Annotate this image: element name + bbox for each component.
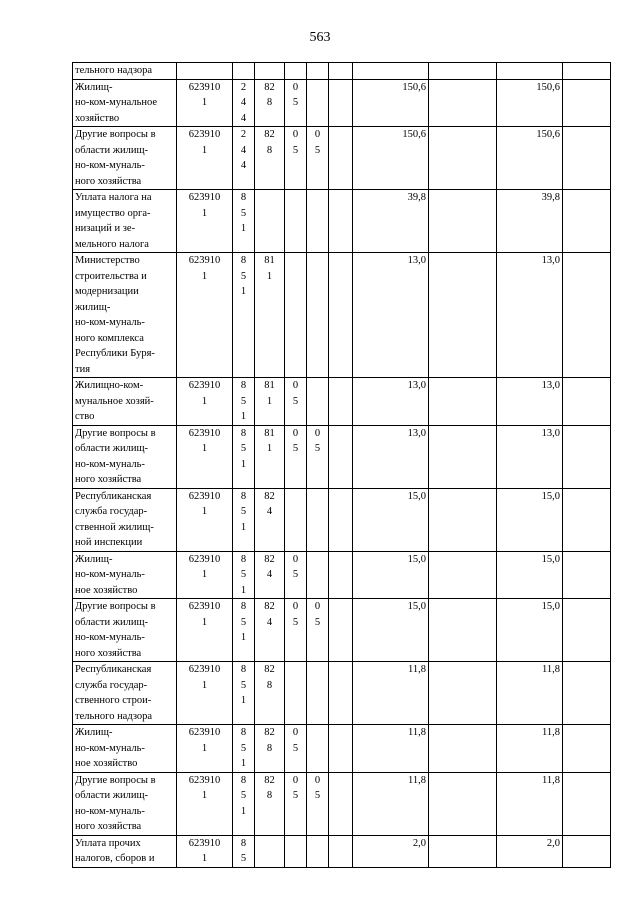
code-cell: 623910 1 bbox=[177, 425, 233, 488]
digit-cell: 0 5 bbox=[307, 127, 329, 190]
digit-cell: 0 5 bbox=[285, 425, 307, 488]
table-row bbox=[73, 127, 611, 190]
amount-cell bbox=[429, 599, 497, 662]
digit-cell bbox=[329, 662, 353, 725]
row-name-cell: Другие вопросы в области жилищ- но-ком-муналь- ного хозяйства bbox=[73, 425, 177, 488]
row-name-cell: Жилищ- но-ком-муналь- ное хозяйство bbox=[73, 551, 177, 599]
amount-cell: 150,6 bbox=[353, 127, 429, 190]
code-cell: 623910 1 bbox=[177, 835, 233, 867]
digit-cell bbox=[307, 253, 329, 378]
table-row bbox=[73, 63, 611, 80]
table-row bbox=[73, 725, 611, 773]
digit-cell: 8 5 bbox=[233, 835, 255, 867]
digit-cell: 0 5 bbox=[285, 551, 307, 599]
digit-cell: 8 5 1 bbox=[233, 488, 255, 551]
digit-cell: 8 5 1 bbox=[233, 190, 255, 253]
code-cell: 623910 1 bbox=[177, 253, 233, 378]
amount-cell: 15,0 bbox=[497, 551, 563, 599]
digit-cell bbox=[307, 79, 329, 127]
row-name-cell: Уплата налога на имущество орга- низаций и зе- мельного налога bbox=[73, 190, 177, 253]
digit-cell bbox=[307, 835, 329, 867]
amount-cell bbox=[497, 63, 563, 80]
digit-cell: 8 5 1 bbox=[233, 772, 255, 835]
digit-cell bbox=[285, 488, 307, 551]
empty-cell bbox=[563, 79, 611, 127]
amount-cell bbox=[429, 551, 497, 599]
digit-cell bbox=[255, 63, 285, 80]
amount-cell: 11,8 bbox=[497, 725, 563, 773]
digit-cell bbox=[329, 599, 353, 662]
digit-cell: 0 5 bbox=[307, 425, 329, 488]
digit-cell bbox=[307, 190, 329, 253]
digit-cell bbox=[329, 551, 353, 599]
amount-cell: 2,0 bbox=[353, 835, 429, 867]
table-row bbox=[73, 599, 611, 662]
amount-cell bbox=[429, 190, 497, 253]
row-name-cell: тельного надзора bbox=[73, 63, 177, 80]
empty-cell bbox=[563, 378, 611, 426]
table-row bbox=[73, 425, 611, 488]
table-row bbox=[73, 253, 611, 378]
empty-cell bbox=[563, 551, 611, 599]
digit-cell bbox=[255, 190, 285, 253]
row-name-cell: Уплата прочих налогов, сборов и bbox=[73, 835, 177, 867]
digit-cell bbox=[329, 488, 353, 551]
digit-cell: 81 1 bbox=[255, 253, 285, 378]
row-name-cell: Жилищ- но-ком-муналь- ное хозяйство bbox=[73, 725, 177, 773]
digit-cell: 82 8 bbox=[255, 127, 285, 190]
amount-cell: 150,6 bbox=[497, 79, 563, 127]
amount-cell: 13,0 bbox=[353, 253, 429, 378]
code-cell: 623910 1 bbox=[177, 551, 233, 599]
amount-cell bbox=[429, 725, 497, 773]
digit-cell bbox=[307, 63, 329, 80]
amount-cell: 11,8 bbox=[353, 725, 429, 773]
digit-cell: 8 5 1 bbox=[233, 378, 255, 426]
amount-cell: 2,0 bbox=[497, 835, 563, 867]
digit-cell bbox=[285, 835, 307, 867]
digit-cell: 82 8 bbox=[255, 662, 285, 725]
digit-cell bbox=[307, 551, 329, 599]
digit-cell bbox=[307, 488, 329, 551]
amount-cell: 39,8 bbox=[353, 190, 429, 253]
digit-cell bbox=[329, 772, 353, 835]
digit-cell: 0 5 bbox=[307, 772, 329, 835]
digit-cell: 8 5 1 bbox=[233, 551, 255, 599]
row-name-cell: Жилищ- но-ком-мунальное хозяйство bbox=[73, 79, 177, 127]
digit-cell: 8 5 1 bbox=[233, 725, 255, 773]
amount-cell bbox=[429, 127, 497, 190]
amount-cell: 13,0 bbox=[353, 378, 429, 426]
table-row bbox=[73, 835, 611, 867]
amount-cell: 13,0 bbox=[497, 425, 563, 488]
code-cell: 623910 1 bbox=[177, 725, 233, 773]
table-body bbox=[73, 63, 611, 868]
amount-cell bbox=[353, 63, 429, 80]
digit-cell: 8 5 1 bbox=[233, 599, 255, 662]
row-name-cell: Другие вопросы в области жилищ- но-ком-муналь- ного хозяйства bbox=[73, 127, 177, 190]
digit-cell bbox=[285, 190, 307, 253]
digit-cell: 82 4 bbox=[255, 599, 285, 662]
amount-cell bbox=[429, 378, 497, 426]
row-name-cell: Жилищно-ком- мунальное хозяй- ство bbox=[73, 378, 177, 426]
row-name-cell: Другие вопросы в области жилищ- но-ком-муналь- ного хозяйства bbox=[73, 599, 177, 662]
digit-cell: 8 5 1 bbox=[233, 662, 255, 725]
amount-cell: 11,8 bbox=[497, 772, 563, 835]
empty-cell bbox=[563, 725, 611, 773]
digit-cell: 2 4 4 bbox=[233, 127, 255, 190]
code-cell: 623910 1 bbox=[177, 190, 233, 253]
digit-cell bbox=[329, 253, 353, 378]
digit-cell bbox=[329, 79, 353, 127]
digit-cell: 0 5 bbox=[285, 378, 307, 426]
amount-cell bbox=[429, 662, 497, 725]
digit-cell bbox=[285, 63, 307, 80]
amount-cell: 39,8 bbox=[497, 190, 563, 253]
amount-cell: 11,8 bbox=[353, 772, 429, 835]
budget-table bbox=[72, 62, 611, 868]
amount-cell bbox=[429, 253, 497, 378]
amount-cell: 150,6 bbox=[353, 79, 429, 127]
amount-cell: 15,0 bbox=[353, 488, 429, 551]
page-number: 563 bbox=[309, 30, 331, 45]
digit-cell: 82 8 bbox=[255, 772, 285, 835]
amount-cell bbox=[429, 63, 497, 80]
empty-cell bbox=[563, 63, 611, 80]
amount-cell bbox=[429, 79, 497, 127]
digit-cell: 0 5 bbox=[285, 772, 307, 835]
row-name-cell: Республиканская служба государ- ственной жилищ- ной инспекции bbox=[73, 488, 177, 551]
empty-cell bbox=[563, 190, 611, 253]
table-row bbox=[73, 662, 611, 725]
empty-cell bbox=[563, 599, 611, 662]
digit-cell: 0 5 bbox=[285, 127, 307, 190]
digit-cell bbox=[329, 127, 353, 190]
amount-cell bbox=[429, 772, 497, 835]
digit-cell: 0 5 bbox=[285, 79, 307, 127]
amount-cell: 13,0 bbox=[497, 378, 563, 426]
digit-cell: 8 5 1 bbox=[233, 253, 255, 378]
table-row bbox=[73, 772, 611, 835]
digit-cell: 82 8 bbox=[255, 79, 285, 127]
code-cell: 623910 1 bbox=[177, 378, 233, 426]
amount-cell: 11,8 bbox=[353, 662, 429, 725]
amount-cell: 150,6 bbox=[497, 127, 563, 190]
digit-cell bbox=[285, 662, 307, 725]
digit-cell bbox=[329, 190, 353, 253]
digit-cell bbox=[255, 835, 285, 867]
empty-cell bbox=[563, 425, 611, 488]
table-row bbox=[73, 378, 611, 426]
amount-cell: 15,0 bbox=[497, 488, 563, 551]
amount-cell bbox=[429, 425, 497, 488]
amount-cell: 13,0 bbox=[497, 253, 563, 378]
digit-cell: 2 4 4 bbox=[233, 79, 255, 127]
code-cell: 623910 1 bbox=[177, 488, 233, 551]
amount-cell: 15,0 bbox=[353, 599, 429, 662]
amount-cell: 15,0 bbox=[497, 599, 563, 662]
empty-cell bbox=[563, 835, 611, 867]
empty-cell bbox=[563, 253, 611, 378]
digit-cell: 0 5 bbox=[285, 599, 307, 662]
digit-cell bbox=[329, 835, 353, 867]
digit-cell: 82 8 bbox=[255, 725, 285, 773]
row-name-cell: Другие вопросы в области жилищ- но-ком-муналь- ного хозяйства bbox=[73, 772, 177, 835]
table-row bbox=[73, 190, 611, 253]
digit-cell bbox=[307, 378, 329, 426]
digit-cell bbox=[233, 63, 255, 80]
digit-cell: 81 1 bbox=[255, 378, 285, 426]
empty-cell bbox=[563, 772, 611, 835]
table-row bbox=[73, 79, 611, 127]
digit-cell bbox=[307, 725, 329, 773]
amount-cell bbox=[429, 835, 497, 867]
code-cell: 623910 1 bbox=[177, 79, 233, 127]
table-row bbox=[73, 488, 611, 551]
digit-cell: 0 5 bbox=[307, 599, 329, 662]
digit-cell bbox=[329, 425, 353, 488]
digit-cell bbox=[329, 63, 353, 80]
amount-cell bbox=[429, 488, 497, 551]
code-cell: 623910 1 bbox=[177, 599, 233, 662]
digit-cell: 8 5 1 bbox=[233, 425, 255, 488]
digit-cell: 0 5 bbox=[285, 725, 307, 773]
empty-cell bbox=[563, 662, 611, 725]
amount-cell: 15,0 bbox=[353, 551, 429, 599]
digit-cell: 82 4 bbox=[255, 488, 285, 551]
code-cell: 623910 1 bbox=[177, 772, 233, 835]
digit-cell: 82 4 bbox=[255, 551, 285, 599]
code-cell: 623910 1 bbox=[177, 662, 233, 725]
empty-cell bbox=[563, 488, 611, 551]
empty-cell bbox=[563, 127, 611, 190]
table-row bbox=[73, 551, 611, 599]
code-cell bbox=[177, 63, 233, 80]
amount-cell: 11,8 bbox=[497, 662, 563, 725]
row-name-cell: Министерство строительства и модернизации жилищ- но-ком-муналь- ного комплекса Республики Буря- тия bbox=[73, 253, 177, 378]
digit-cell bbox=[285, 253, 307, 378]
row-name-cell: Республиканская служба государ- ственного строи- тельного надзора bbox=[73, 662, 177, 725]
code-cell: 623910 1 bbox=[177, 127, 233, 190]
amount-cell: 13,0 bbox=[353, 425, 429, 488]
digit-cell: 81 1 bbox=[255, 425, 285, 488]
digit-cell bbox=[329, 378, 353, 426]
digit-cell bbox=[329, 725, 353, 773]
digit-cell bbox=[307, 662, 329, 725]
